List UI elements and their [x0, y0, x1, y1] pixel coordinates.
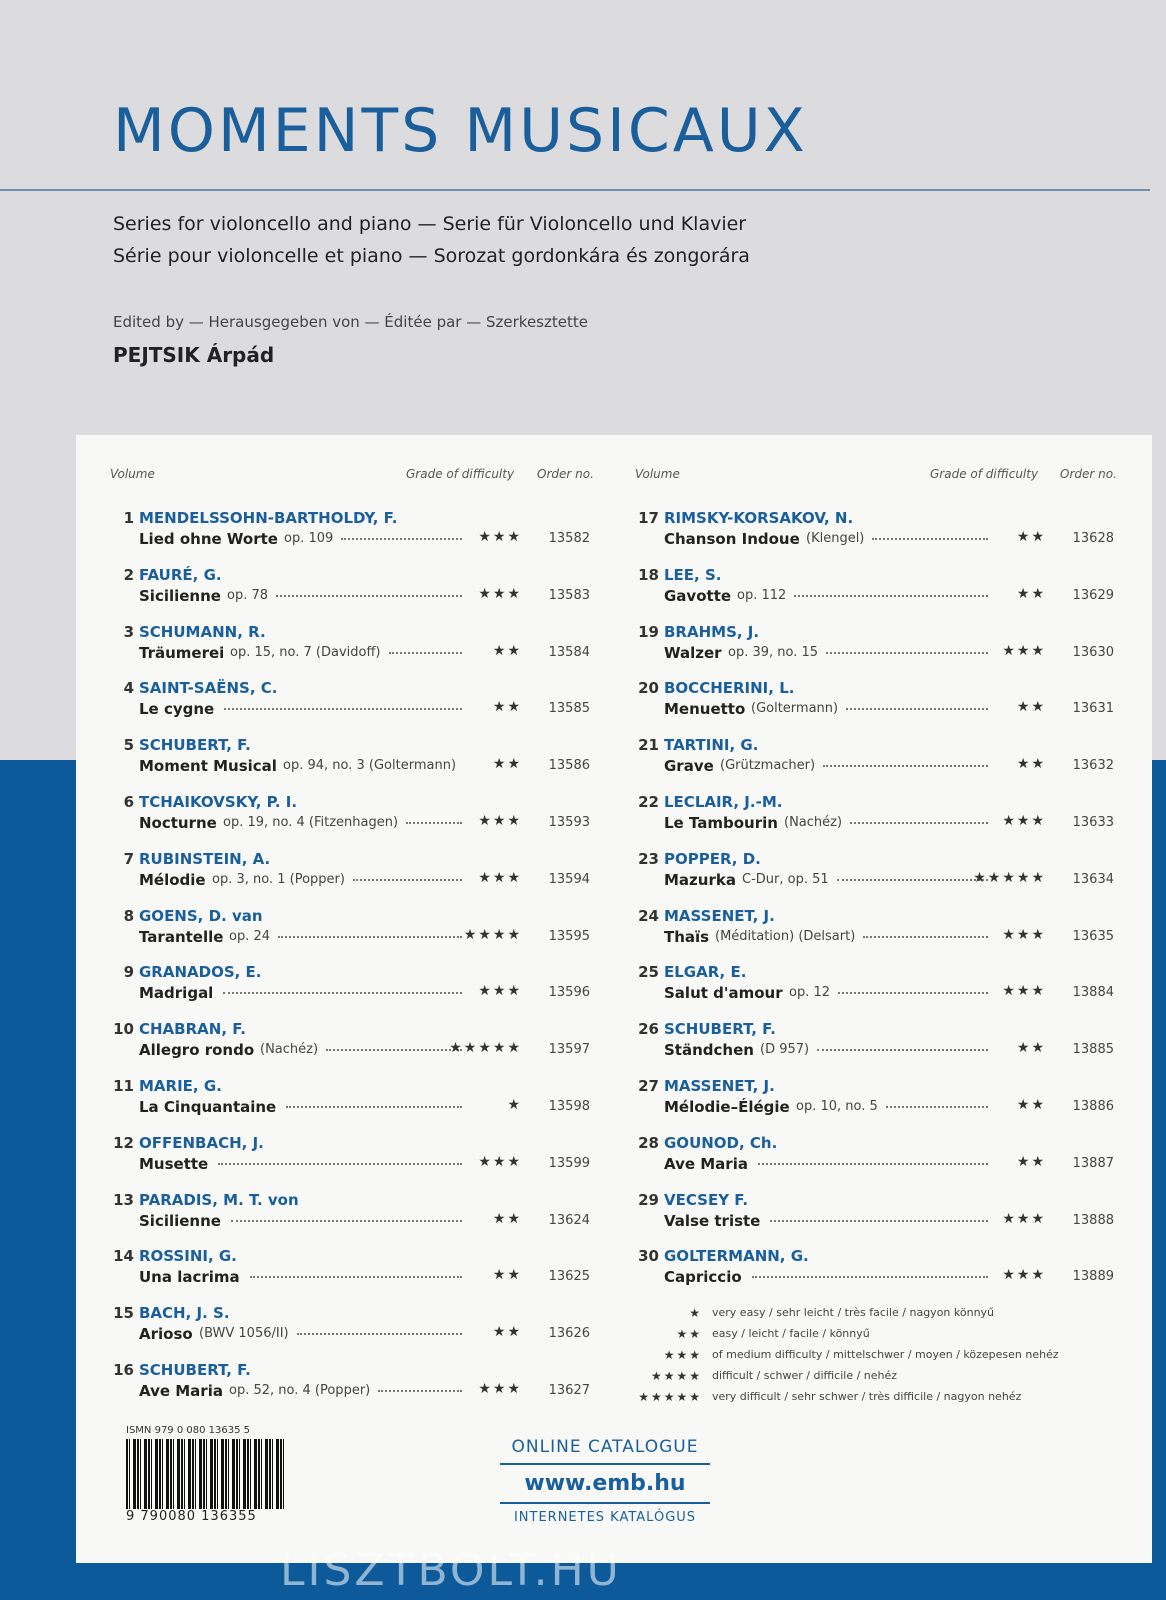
work-title: Lied ohne Worte	[139, 530, 278, 548]
leader-dots	[846, 708, 988, 710]
volume-number: 24	[638, 907, 659, 925]
volume-number: 3	[123, 623, 134, 641]
leader-dots	[341, 538, 462, 540]
volume-entry	[106, 736, 590, 788]
leader-dots	[863, 936, 988, 938]
leader-dots	[353, 879, 462, 881]
work-title: Ständchen	[664, 1041, 754, 1059]
barcode-bars	[126, 1439, 284, 1509]
volume-number: 29	[638, 1191, 659, 1209]
volume-number: 10	[113, 1020, 134, 1038]
page-title: MOMENTS MUSICAUX	[113, 96, 808, 166]
volume-number: 4	[123, 679, 134, 697]
difficulty-stars: ★★★★★	[449, 1040, 522, 1056]
difficulty-stars: ★★★	[1002, 927, 1046, 943]
volume-entry	[106, 1361, 590, 1413]
subtitle-line-1: Series for violoncello and piano — Serie für Violoncello und Klavier	[113, 213, 747, 235]
order-number: 13586	[548, 758, 590, 773]
volume-number: 16	[113, 1361, 134, 1379]
order-number: 13594	[548, 872, 590, 887]
volume-entry	[631, 509, 1114, 561]
volume-entry	[106, 850, 590, 902]
volume-number: 18	[638, 566, 659, 584]
leader-dots	[758, 1163, 988, 1165]
leader-dots	[406, 822, 462, 824]
composer-name: MASSENET, J.	[664, 907, 775, 925]
difficulty-stars: ★★★	[478, 983, 522, 999]
difficulty-stars: ★★★	[478, 529, 522, 545]
volume-number: 21	[638, 736, 659, 754]
volume-number: 1	[123, 509, 134, 527]
work-detail: op. 94, no. 3 (Goltermann)	[283, 758, 457, 773]
volume-number: 9	[123, 963, 134, 981]
order-number: 13884	[1072, 985, 1114, 1000]
leader-dots	[224, 708, 462, 710]
order-number: 13886	[1072, 1099, 1114, 1114]
work-detail: op. 12	[789, 985, 831, 1000]
leader-dots	[231, 1220, 462, 1222]
difficulty-stars: ★	[507, 1097, 522, 1113]
volume-entry	[106, 623, 590, 675]
work-title: Ave Maria	[664, 1155, 748, 1173]
legend-text: very difficult / sehr schwer / très difficile / nagyon nehéz	[712, 1390, 1022, 1403]
work-title: Sicilienne	[139, 587, 221, 605]
legend-text: difficult / schwer / difficile / nehéz	[712, 1369, 898, 1382]
volume-entry	[106, 793, 590, 845]
order-number: 13632	[1072, 758, 1114, 773]
difficulty-stars: ★★	[492, 699, 522, 715]
composer-name: SCHUBERT, F.	[139, 736, 251, 754]
difficulty-stars: ★★	[1016, 756, 1046, 772]
order-number: 13887	[1072, 1156, 1114, 1171]
leader-dots	[886, 1106, 988, 1108]
work-detail: op. 39, no. 15	[728, 645, 819, 660]
order-number: 13635	[1072, 929, 1114, 944]
composer-name: MENDELSSOHN-BARTHOLDY, F.	[139, 509, 398, 527]
difficulty-stars: ★★★	[478, 813, 522, 829]
catalogue-url-link[interactable]: www.emb.hu	[524, 1471, 686, 1496]
composer-name: ELGAR, E.	[664, 963, 747, 981]
order-number: 13634	[1072, 872, 1114, 887]
difficulty-stars: ★★	[492, 1211, 522, 1227]
barcode-number: 9 790080 136355	[126, 1509, 257, 1524]
volume-entry	[631, 1077, 1114, 1129]
difficulty-stars: ★★	[492, 756, 522, 772]
volume-number: 12	[113, 1134, 134, 1152]
legend-row	[663, 1348, 1059, 1366]
leader-dots	[817, 1049, 988, 1051]
difficulty-stars: ★★★	[1002, 1267, 1046, 1283]
volume-entry	[631, 1247, 1114, 1299]
leader-dots	[276, 595, 462, 597]
work-title: Mélodie–Élégie	[664, 1098, 790, 1116]
leader-dots	[389, 652, 462, 654]
leader-dots	[752, 1276, 988, 1278]
work-title: Le cygne	[139, 700, 215, 718]
title-divider	[0, 189, 1150, 191]
composer-name: VECSEY F.	[664, 1191, 749, 1209]
volume-number: 6	[123, 793, 134, 811]
order-number: 13888	[1072, 1213, 1114, 1228]
volume-entry	[106, 566, 590, 618]
composer-name: SCHUMANN, R.	[139, 623, 266, 641]
volume-number: 23	[638, 850, 659, 868]
work-title: Mélodie	[139, 871, 206, 889]
volume-number: 27	[638, 1077, 659, 1095]
composer-name: PARADIS, M. T. von	[139, 1191, 299, 1209]
work-title: Allegro rondo	[139, 1041, 255, 1059]
leader-dots	[823, 765, 988, 767]
volume-entry	[631, 793, 1114, 845]
work-title: Walzer	[664, 644, 722, 662]
legend-row	[689, 1306, 995, 1324]
leader-dots	[297, 1333, 462, 1335]
online-rule-top	[500, 1463, 710, 1465]
difficulty-stars: ★★	[1016, 529, 1046, 545]
order-number: 13889	[1072, 1269, 1114, 1284]
composer-name: FAURÉ, G.	[139, 566, 222, 584]
volume-entry	[631, 736, 1114, 788]
volume-number: 13	[113, 1191, 134, 1209]
volume-entry	[106, 1304, 590, 1356]
work-title: Tarantelle	[139, 928, 224, 946]
volume-entry	[106, 1077, 590, 1129]
legend-row	[638, 1390, 1022, 1408]
difficulty-stars: ★★★	[478, 1381, 522, 1397]
leader-dots	[378, 1390, 462, 1392]
volume-number: 25	[638, 963, 659, 981]
order-number: 13595	[548, 929, 590, 944]
composer-name: ROSSINI, G.	[139, 1247, 237, 1265]
work-title: Capriccio	[664, 1268, 742, 1286]
composer-name: LECLAIR, J.-M.	[664, 793, 783, 811]
leader-dots	[250, 1276, 462, 1278]
work-detail: op. 78	[227, 588, 269, 603]
online-rule-bottom	[500, 1502, 710, 1504]
work-title: Träumerei	[139, 644, 225, 662]
barcode	[126, 1425, 286, 1531]
work-detail: op. 52, no. 4 (Popper)	[229, 1383, 371, 1398]
subtitle-line-2: Série pour violoncelle et piano — Sorozat gordonkára és zongorára	[113, 245, 750, 267]
work-detail: op. 3, no. 1 (Popper)	[212, 872, 345, 887]
volume-entry	[631, 963, 1114, 1015]
composer-name: SCHUBERT, F.	[664, 1020, 776, 1038]
work-title: Nocturne	[139, 814, 217, 832]
legend-stars: ★★★	[663, 1348, 702, 1362]
volume-entry	[106, 679, 590, 731]
difficulty-stars: ★★	[1016, 1040, 1046, 1056]
volume-number: 15	[113, 1304, 134, 1322]
volume-entry	[631, 1134, 1114, 1186]
work-title: Le Tambourin	[664, 814, 778, 832]
volume-number: 20	[638, 679, 659, 697]
work-title: Menuetto	[664, 700, 746, 718]
leader-dots	[326, 1049, 462, 1051]
order-number: 13582	[548, 531, 590, 546]
order-number: 13596	[548, 985, 590, 1000]
difficulty-stars: ★★★	[478, 870, 522, 886]
difficulty-stars: ★★★	[1002, 643, 1046, 659]
order-number: 13626	[548, 1326, 590, 1341]
order-number: 13625	[548, 1269, 590, 1284]
header-volume-right: Volume	[635, 467, 680, 481]
composer-name: TCHAIKOVSKY, P. I.	[139, 793, 298, 811]
leader-dots	[794, 595, 988, 597]
work-detail: (Nachéz)	[784, 815, 843, 830]
order-number: 13583	[548, 588, 590, 603]
order-number: 13627	[548, 1383, 590, 1398]
order-number: 13624	[548, 1213, 590, 1228]
difficulty-stars: ★★★	[1002, 813, 1046, 829]
internetes-katalogus-label: INTERNETES KATALÓGUS	[513, 1510, 697, 1525]
composer-name: MARIE, G.	[139, 1077, 222, 1095]
volume-entry	[106, 509, 590, 561]
leader-dots	[770, 1220, 988, 1222]
order-number: 13629	[1072, 588, 1114, 603]
work-detail: (Nachéz)	[260, 1042, 319, 1057]
order-number: 13585	[548, 701, 590, 716]
legend-stars: ★★★★	[650, 1369, 702, 1383]
work-detail: (Goltermann)	[751, 701, 839, 716]
online-catalogue	[500, 1437, 710, 1525]
watermark: LISZTBOLT.HU	[280, 1545, 622, 1596]
order-number: 13599	[548, 1156, 590, 1171]
work-title: Chanson Indoue	[664, 530, 800, 548]
leader-dots	[826, 652, 988, 654]
volume-number: 19	[638, 623, 659, 641]
work-title: Musette	[139, 1155, 209, 1173]
work-detail: op. 109	[284, 531, 334, 546]
leader-dots	[837, 879, 988, 881]
header-volume-left: Volume	[110, 467, 155, 481]
legend-text: of medium difficulty / mittelschwer / moyen / közepesen nehéz	[712, 1348, 1059, 1361]
volume-entry	[631, 1020, 1114, 1072]
work-detail: (Méditation) (Delsart)	[715, 929, 856, 944]
leader-dots	[838, 992, 988, 994]
difficulty-stars: ★★★	[1002, 983, 1046, 999]
composer-name: RIMSKY-KORSAKOV, N.	[664, 509, 854, 527]
order-number: 13630	[1072, 645, 1114, 660]
header-order-left: Order no.	[537, 467, 594, 481]
order-number: 13597	[548, 1042, 590, 1057]
header-grade-left: Grade of difficulty	[406, 467, 515, 481]
volume-number: 28	[638, 1134, 659, 1152]
leader-dots	[850, 822, 988, 824]
difficulty-stars: ★★	[1016, 699, 1046, 715]
leader-dots	[218, 1163, 462, 1165]
difficulty-stars: ★★	[1016, 1097, 1046, 1113]
online-catalogue-label: ONLINE CATALOGUE	[511, 1437, 699, 1457]
volume-entry	[631, 566, 1114, 618]
difficulty-stars: ★★	[1016, 586, 1046, 602]
order-number: 13584	[548, 645, 590, 660]
composer-name: SAINT-SAËNS, C.	[139, 679, 278, 697]
composer-name: BACH, J. S.	[139, 1304, 230, 1322]
difficulty-stars: ★★★★	[463, 927, 522, 943]
volume-number: 7	[123, 850, 134, 868]
leader-dots	[223, 992, 462, 994]
composer-name: POPPER, D.	[664, 850, 761, 868]
work-detail: op. 10, no. 5	[796, 1099, 878, 1114]
leader-dots	[278, 936, 462, 938]
volume-entry	[106, 1247, 590, 1299]
volume-number: 2	[123, 566, 134, 584]
order-number: 13628	[1072, 531, 1114, 546]
leader-dots	[286, 1106, 462, 1108]
work-title: Ave Maria	[139, 1382, 223, 1400]
volume-entry	[631, 850, 1114, 902]
work-detail: (D 957)	[760, 1042, 810, 1057]
work-title: Madrigal	[139, 984, 214, 1002]
difficulty-stars: ★★★	[1002, 1211, 1046, 1227]
composer-name: BOCCHERINI, L.	[664, 679, 795, 697]
volume-entry	[631, 623, 1114, 675]
volume-entry	[106, 907, 590, 959]
composer-name: LEE, S.	[664, 566, 722, 584]
volume-entry	[631, 679, 1114, 731]
difficulty-stars: ★★★★★	[973, 870, 1046, 886]
work-detail: op. 15, no. 7 (Davidoff)	[230, 645, 381, 660]
work-title: Mazurka	[664, 871, 736, 889]
legend-stars: ★★	[676, 1327, 702, 1341]
volume-number: 26	[638, 1020, 659, 1038]
volume-entry	[631, 907, 1114, 959]
legend-stars: ★	[689, 1306, 702, 1320]
legend-stars: ★★★★★	[638, 1390, 702, 1404]
order-number: 13633	[1072, 815, 1114, 830]
difficulty-stars: ★★★	[478, 586, 522, 602]
work-title: Salut d'amour	[664, 984, 783, 1002]
header-order-right: Order no.	[1060, 467, 1117, 481]
volume-entry	[106, 1020, 590, 1072]
composer-name: GOENS, D. van	[139, 907, 263, 925]
legend-row	[650, 1369, 898, 1387]
composer-name: GOUNOD, Ch.	[664, 1134, 778, 1152]
composer-name: CHABRAN, F.	[139, 1020, 246, 1038]
legend-row	[676, 1327, 870, 1345]
legend-text: very easy / sehr leicht / très facile / nagyon könnyű	[712, 1306, 995, 1319]
ismn-number: ISMN 979 0 080 13635 5	[126, 1425, 251, 1436]
composer-name: GOLTERMANN, G.	[664, 1247, 809, 1265]
edited-by-label: Edited by — Herausgegeben von — Éditée par — Szerkesztette	[113, 313, 588, 331]
header-grade-right: Grade of difficulty	[930, 467, 1039, 481]
work-detail: op. 112	[737, 588, 787, 603]
difficulty-stars: ★★	[492, 1324, 522, 1340]
difficulty-stars: ★★★	[478, 1154, 522, 1170]
difficulty-stars: ★★	[492, 1267, 522, 1283]
work-title: Sicilienne	[139, 1212, 221, 1230]
work-detail: (Grützmacher)	[720, 758, 816, 773]
work-title: Valse triste	[664, 1212, 761, 1230]
work-detail: op. 19, no. 4 (Fitzenhagen)	[223, 815, 399, 830]
volume-entry	[106, 1134, 590, 1186]
volume-entry	[106, 963, 590, 1015]
order-number: 13598	[548, 1099, 590, 1114]
work-title: Moment Musical	[139, 757, 277, 775]
work-detail: C-Dur, op. 51	[742, 872, 829, 887]
legend-text: easy / leicht / facile / könnyű	[712, 1327, 870, 1340]
work-title: Gavotte	[664, 587, 732, 605]
volume-number: 17	[638, 509, 659, 527]
order-number: 13631	[1072, 701, 1114, 716]
difficulty-stars: ★★	[492, 643, 522, 659]
volume-number: 30	[638, 1247, 659, 1265]
composer-name: RUBINSTEIN, A.	[139, 850, 271, 868]
volume-number: 8	[123, 907, 134, 925]
volume-number: 5	[123, 736, 134, 754]
order-number: 13885	[1072, 1042, 1114, 1057]
composer-name: GRANADOS, E.	[139, 963, 262, 981]
composer-name: SCHUBERT, F.	[139, 1361, 251, 1379]
work-title: Thaïs	[664, 928, 710, 946]
work-detail: op. 24	[229, 929, 271, 944]
order-number: 13593	[548, 815, 590, 830]
volume-number: 11	[113, 1077, 134, 1095]
work-title: Arioso	[139, 1325, 193, 1343]
composer-name: BRAHMS, J.	[664, 623, 760, 641]
volume-entry	[106, 1191, 590, 1243]
composer-name: TARTINI, G.	[664, 736, 759, 754]
work-title: Grave	[664, 757, 714, 775]
work-detail: (Klengel)	[806, 531, 865, 546]
leader-dots	[872, 538, 988, 540]
editor-name: PEJTSIK Árpád	[113, 343, 275, 367]
volume-number: 14	[113, 1247, 134, 1265]
composer-name: MASSENET, J.	[664, 1077, 775, 1095]
work-detail: (BWV 1056/II)	[199, 1326, 289, 1341]
volume-number: 22	[638, 793, 659, 811]
work-title: Una lacrima	[139, 1268, 240, 1286]
work-title: La Cinquantaine	[139, 1098, 277, 1116]
volume-entry	[631, 1191, 1114, 1243]
difficulty-stars: ★★	[1016, 1154, 1046, 1170]
composer-name: OFFENBACH, J.	[139, 1134, 264, 1152]
